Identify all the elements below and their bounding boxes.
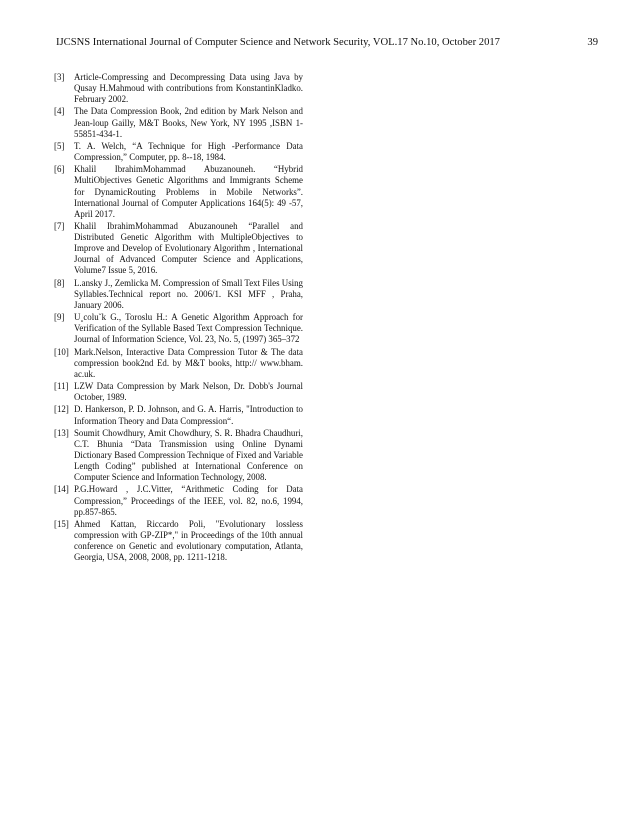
reference-text: D. Hankerson, P. D. Johnson, and G. A. Harris, "Introduction to Information Theory and Data Compression“.	[74, 404, 303, 426]
reference-text: Khalil IbrahimMohammad Abuzanouneh. “Hybrid MultiObjectives Genetic Algorithms and Immigrants Scheme for DynamicRouting Problems in Mobile Networks”. International Journal of Computer Applications 164(5): 49 -57, April 2017.	[74, 164, 303, 219]
reference-list	[54, 72, 303, 564]
reference-text: LZW Data Compression by Mark Nelson, Dr. Dobb's Journal October, 1989.	[74, 381, 303, 403]
reference-number: [4]	[54, 106, 65, 117]
reference-text: Article-Compressing and Decompressing Data using Java by Qusay H.Mahmoud with contributions from KonstantinKladko. February 2002.	[74, 72, 303, 105]
reference-item	[54, 381, 303, 403]
reference-number: [15]	[54, 518, 69, 529]
reference-number: [10]	[54, 346, 69, 357]
reference-item	[54, 312, 303, 345]
reference-text: Soumit Chowdhury, Amit Chowdhury, S. R. Bhadra Chaudhuri, C.T. Bhunia “Data Transmission using Online Dynami Dictionary Based Compression Technique of Fixed and Variable Length Coding” published at International Conference on Computer Science and Information Technology, 2008.	[74, 427, 303, 483]
page-number: 39	[587, 37, 598, 48]
journal-title: IJCSNS International Journal of Computer Science and Network Security, VOL.17 No.10, October 2017	[56, 37, 500, 48]
reference-item	[54, 428, 303, 483]
reference-number: [8]	[54, 277, 65, 288]
reference-item	[54, 106, 303, 139]
reference-number: [5]	[54, 140, 65, 151]
reference-number: [11]	[54, 381, 69, 392]
reference-text: U¸colu˘k G., Toroslu H.: A Genetic Algorithm Approach for Verification of the Syllable Based Text Compression Technique. Journal of Information Science, Vol. 23, No. 5, (1997) 365–372	[74, 312, 303, 345]
reference-text: L.ansky J., Zemlicka M. Compression of Small Text Files Using Syllables.Technical report no. 2006/1. KSI MFF , Praha, January 2006.	[74, 277, 303, 310]
reference-text: Khalil IbrahimMohammad Abuzanouneh “Parallel and Distributed Genetic Algorithm with MultipleObjectives to Improve and Develop of Evolutionary Algorithm , International Journal of Advanced Computer Science and Applications, Volume7 Issue 5, 2016.	[74, 220, 303, 276]
reference-text: The Data Compression Book, 2nd edition by Mark Nelson and Jean-loup Gailly, M&T Books, New York, NY 1995 ,ISBN 1-55851-434-1.	[74, 106, 303, 139]
reference-text: Mark.Nelson, Interactive Data Compression Tutor & The data compression book2nd Ed. by M&T books, http:// www.bham. ac.uk.	[74, 346, 303, 379]
reference-item	[54, 519, 303, 563]
reference-number: [14]	[54, 484, 69, 495]
reference-number: [6]	[54, 164, 65, 175]
running-header	[40, 36, 598, 50]
reference-number: [7]	[54, 220, 65, 231]
reference-item	[54, 404, 303, 426]
reference-item	[54, 347, 303, 380]
reference-text: P.G.Howard , J.C.Vitter, “Arithmetic Coding for Data Compression,” Proceedings of the IEEE, vol. 82, no.6, 1994, pp.857-865.	[74, 484, 303, 517]
reference-item	[54, 141, 303, 163]
reference-number: [12]	[54, 404, 69, 415]
reference-item	[54, 278, 303, 311]
reference-text: Ahmed Kattan, Riccardo Poli, "Evolutionary lossless compression with GP-ZIP*," in Proceedings of the 10th annual conference on Genetic and evolutionary computation, Atlanta, Georgia, USA, 2008, 2008, pp. 1211-1218.	[74, 518, 303, 563]
reference-number: [9]	[54, 312, 65, 323]
reference-number: [3]	[54, 72, 65, 82]
reference-item	[54, 484, 303, 517]
reference-number: [13]	[54, 427, 69, 438]
reference-item	[54, 221, 303, 276]
reference-item	[54, 164, 303, 219]
reference-item	[54, 72, 303, 105]
reference-text: T. A. Welch, “A Technique for High -Performance Data Compression,” Computer, pp. 8--18, 1984.	[74, 140, 303, 163]
